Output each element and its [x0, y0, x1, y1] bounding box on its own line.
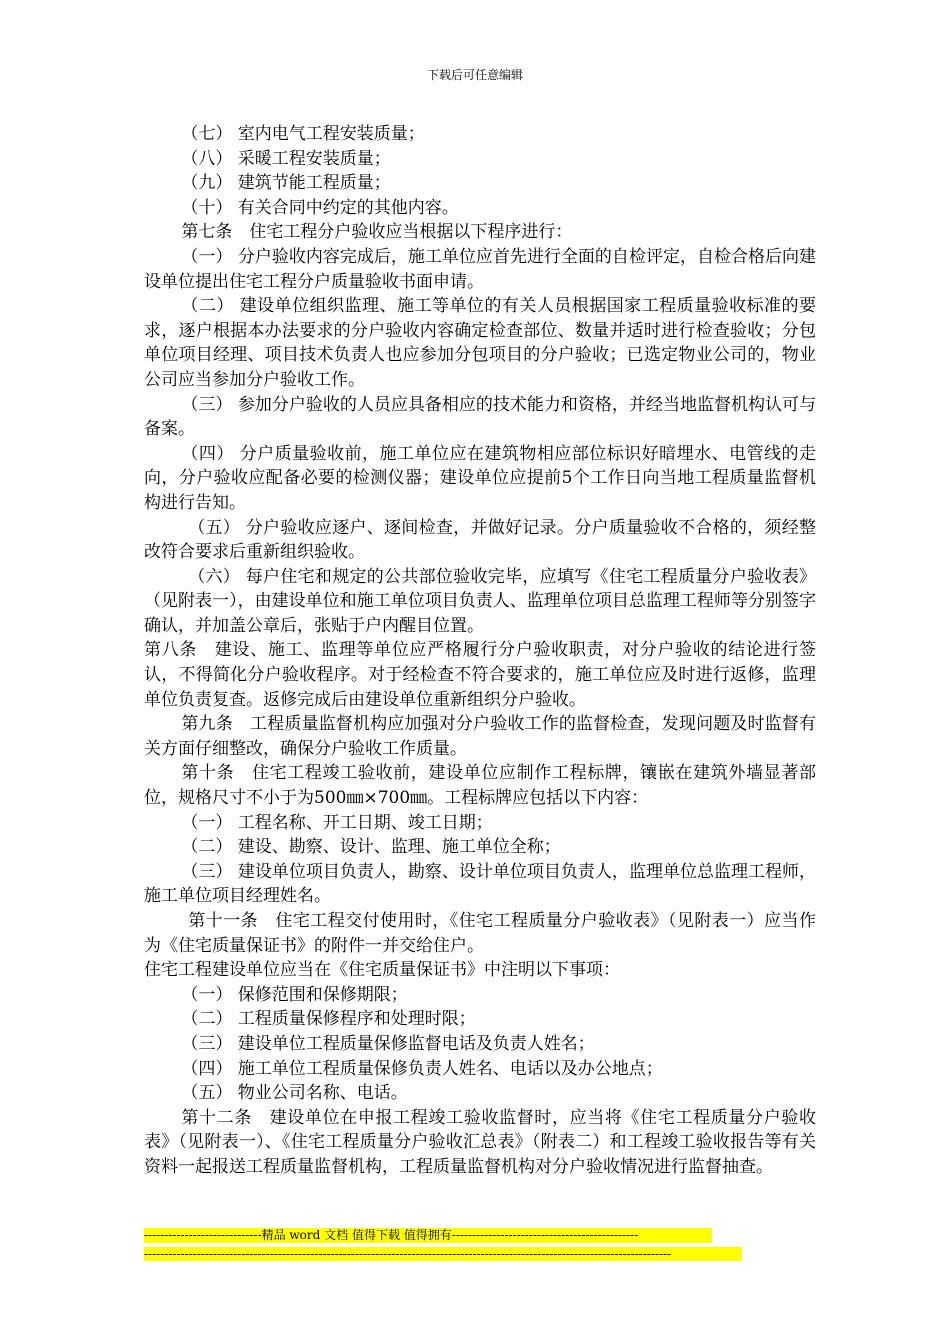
paragraph: （一） 工程名称、开工日期、竣工日期； — [181, 812, 493, 833]
paragraph: （四） 施工单位工程质量保修负责人姓名、电话以及办公地点； — [181, 1058, 663, 1079]
footer-banner: -----------------------------精品 word 文档 值得下载 值得拥有---------------------------------------------- — [144, 1228, 712, 1243]
paragraph: 第七条 住宅工程分户验收应当根据以下程序进行： — [181, 222, 573, 243]
page-header: 下载后可任意编辑 — [426, 68, 523, 82]
paragraph: 第十一条 住宅工程交付使用时，《住宅工程质量分户验收表》（见附表一）应当作为《住宅质量保证书》的附件一并交给住户。 — [144, 911, 816, 956]
paragraph: （六） 每户住宅和规定的公共部位验收完毕，应填写《住宅工程质量分户验收表》（见附表一），由建设单位和施工单位项目负责人、监理单位项目总监理工程师等分别签字确认，并加盖公章后，张贴于户内醒目位置。 — [144, 566, 816, 636]
paragraph: （七） 室内电气工程安装质量； — [181, 124, 425, 144]
paragraph: （一） 分户验收内容完成后，施工单位应首先进行全面的自检评定，自检合格后向建设单位提出住宅工程分户质量验收书面申请。 — [144, 246, 816, 292]
paragraph: 第十条 住宅工程竣工验收前，建设单位应制作工程标牌，镶嵌在建筑外墙显著部位，规格尺寸不小于为500㎜×700㎜。工程标牌应包括以下内容： — [144, 763, 816, 809]
paragraph: （二） 建设、勘察、设计、监理、施工单位全称； — [181, 837, 561, 858]
paragraph: （九） 建筑节能工程质量； — [181, 173, 391, 194]
paragraph: （五） 物业公司名称、电话。 — [181, 1083, 408, 1104]
paragraph: （二） 工程质量保修程序和处理时限； — [181, 1009, 476, 1030]
page-footer — [144, 1228, 742, 1261]
paragraph: （三） 建设单位项目负责人，勘察、设计单位项目负责人，监理单位总监理工程师，施工单位项目经理姓名。 — [144, 861, 816, 907]
paragraph: 第九条 工程质量监督机构应加强对分户验收工作的监督检查，发现问题及时监督有关方面仔细整改，确保分户验收工作质量。 — [144, 714, 816, 759]
paragraph: （一） 保修范围和保修期限； — [181, 984, 408, 1005]
paragraph: （十） 有关合同中约定的其他内容。 — [181, 197, 459, 218]
paragraph: 第十二条 建设单位在申报工程竣工验收监督时，应当将《住宅工程质量分户验收表》（见附表一）、《住宅工程质量分户验收汇总表》（附表二）和工程竣工验收报告等有关资料一起报送工程质量监督机构，工程质量监督机构对分户验收情况进行监督抽查。 — [144, 1107, 816, 1177]
paragraph: （二） 建设单位组织监理、施工等单位的有关人员根据国家工程质量验收标准的要求，逐户根据本办法要求的分户验收内容确定检查部位、数量并适时进行检查验收；分包单位项目经理、项目技术负责人也应参加分包项目的分户验收；已选定物业公司的，物业公司应当参加分户验收工作。 — [144, 296, 816, 390]
paragraph: （五） 分户验收应逐户、逐间检查，并做好记录。分户质量验收不合格的，须经整改符合要求后重新组织验收。 — [144, 517, 816, 563]
paragraph: （三） 建设单位工程质量保修监督电话及负责人姓名； — [181, 1033, 595, 1054]
footer-dashes: ---------------------------------------------------------------------------------------------------------------------------------- — [144, 1247, 742, 1261]
paragraph: （四） 分户质量验收前，施工单位应在建筑物相应部位标识好暗埋水、电管线的走向，分户验收应配备必要的检测仪器；建设单位应提前5个工作日向当地工程质量监督机构进行告知。 — [144, 443, 816, 513]
paragraph: （三） 参加分户验收的人员应具备相应的技术能力和资格，并经当地监督机构认可与备案。 — [144, 394, 816, 440]
paragraph: 住宅工程建设单位应当在《住宅质量保证书》中注明以下事项： — [144, 960, 620, 981]
paragraph: 第八条 建设、施工、监理等单位应严格履行分户验收职责，对分户验收的结论进行签认，不得简化分户验收程序。对于经检查不符合要求的，施工单位应及时进行返修，监理单位负责复查。返修完成后由建设单位重新组织分户验收。 — [144, 640, 816, 710]
paragraph: （八） 采暖工程安装质量； — [181, 148, 391, 169]
document-body — [144, 122, 816, 1180]
